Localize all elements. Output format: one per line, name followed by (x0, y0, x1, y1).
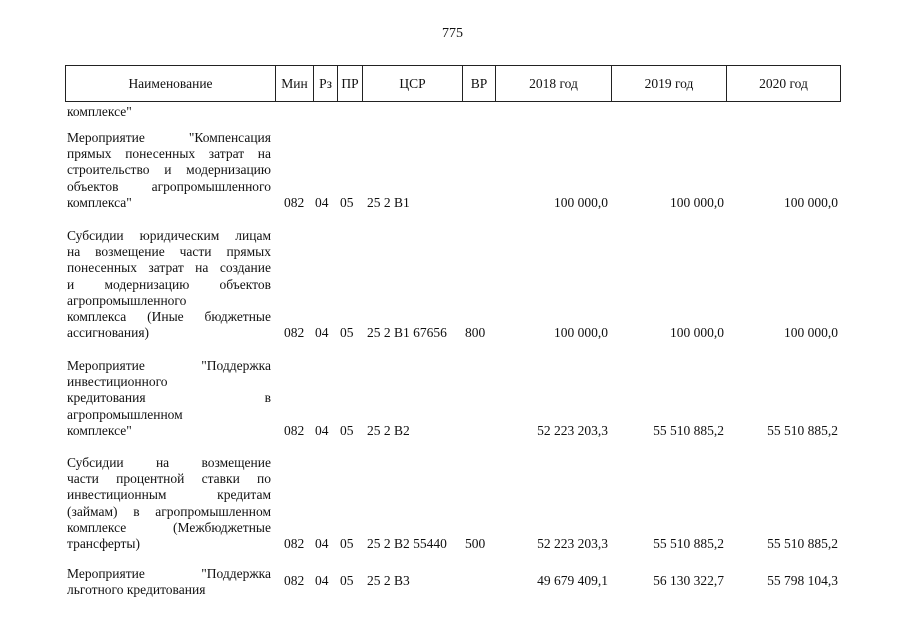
row-name-line: трансферты) (67, 536, 140, 552)
cell-y2019: 100 000,0 (670, 325, 724, 341)
header-name: Наименование (66, 66, 276, 101)
cell-min: 082 (284, 573, 305, 588)
cell-pr: 05 (340, 422, 354, 438)
cell-min: 082 (284, 194, 305, 210)
cell-csr: 25 2 В1 (367, 194, 410, 210)
cell-y2020: 55 510 885,2 (767, 536, 838, 551)
row-name-line: Мероприятие "Компенсация (67, 130, 271, 145)
row-name-line: части процентной ставки по (67, 471, 271, 487)
cell-min: 082 (284, 325, 305, 341)
cell-pr: 05 (340, 194, 354, 210)
cell-y2018: 52 223 203,3 (537, 536, 608, 551)
cell-min: 082 (284, 422, 305, 438)
row-name (67, 455, 271, 552)
cell-y2019: 55 510 885,2 (653, 422, 724, 438)
row-name-line: инвестиционным кредитам (67, 487, 271, 503)
cell-rz: 04 (315, 194, 329, 210)
cell-csr: 25 2 В2 55440 (367, 536, 447, 551)
cell-y2020: 100 000,0 (784, 325, 838, 341)
cell-pr: 05 (340, 536, 354, 551)
row-name-line: объектов агропромышленного (67, 178, 271, 194)
row-name (67, 228, 271, 341)
row-name-line: инвестиционного (67, 374, 168, 390)
cell-rz: 04 (315, 325, 329, 341)
row-name-line: (займам) в агропромышленном (67, 503, 271, 519)
cell-y2018: 100 000,0 (554, 194, 608, 210)
row-name-line: комплекса (Иные бюджетные (67, 309, 271, 325)
header-min: Мин (276, 66, 314, 101)
header-2019: 2019 год (612, 66, 727, 101)
row-name-line: ассигнования) (67, 325, 150, 341)
row-name-line: комплексе (Межбюджетные (67, 519, 271, 535)
cell-y2019: 55 510 885,2 (653, 536, 724, 551)
row-name (67, 358, 271, 439)
row-name-line: агропромышленном (67, 406, 183, 422)
cell-vr: 800 (465, 325, 486, 341)
row-name-line: Мероприятие "Поддержка (67, 358, 271, 373)
row-name-line: понесенных затрат на создание (67, 260, 271, 276)
cell-y2018: 100 000,0 (554, 325, 608, 341)
header-rz: Рз (314, 66, 338, 101)
header-csr: ЦСР (363, 66, 463, 101)
cell-min: 082 (284, 536, 305, 551)
cell-y2018: 49 679 409,1 (537, 573, 608, 588)
table-header (65, 65, 841, 102)
cell-vr: 500 (465, 536, 486, 551)
row-name-line: Субсидии юридическим лицам (67, 228, 271, 243)
row-name-line: на возмещение части прямых (67, 244, 271, 260)
page-number: 775 (442, 26, 463, 41)
cell-y2018: 52 223 203,3 (537, 422, 608, 438)
cell-rz: 04 (315, 573, 329, 588)
cell-rz: 04 (315, 536, 329, 551)
cell-y2020: 100 000,0 (784, 194, 838, 210)
row-name-line: комплексе" (67, 422, 132, 438)
row-name-line: агропромышленного (67, 292, 187, 308)
cell-y2019: 100 000,0 (670, 194, 724, 210)
cell-csr: 25 2 В2 (367, 422, 410, 438)
cell-pr: 05 (340, 573, 354, 588)
cell-csr: 25 2 В1 67656 (367, 325, 447, 341)
cell-y2020: 55 510 885,2 (767, 422, 838, 438)
row-name-line: строительство и модернизацию (67, 162, 271, 178)
row-name-line: комплекса" (67, 194, 132, 210)
row-name (67, 566, 271, 598)
cell-csr: 25 2 В3 (367, 573, 410, 588)
cell-pr: 05 (340, 325, 354, 341)
row-name-line: и модернизацию объектов (67, 276, 271, 292)
row-name-line: льготного кредитования (67, 582, 206, 598)
cell-y2019: 56 130 322,7 (653, 573, 724, 588)
row-name-line: прямых понесенных затрат на (67, 146, 271, 162)
header-pr: ПР (338, 66, 363, 101)
row-name-line: Мероприятие "Поддержка (67, 566, 271, 581)
header-vr: ВР (463, 66, 496, 101)
header-2018: 2018 год (496, 66, 612, 101)
row-name-line: Субсидии на возмещение (67, 455, 271, 470)
row-name (67, 104, 271, 120)
row-name (67, 130, 271, 211)
row-name-line: комплексе" (67, 104, 132, 119)
row-name-line: кредитования в (67, 390, 271, 406)
header-2020: 2020 год (759, 75, 808, 91)
cell-rz: 04 (315, 422, 329, 438)
cell-y2020: 55 798 104,3 (767, 573, 838, 588)
